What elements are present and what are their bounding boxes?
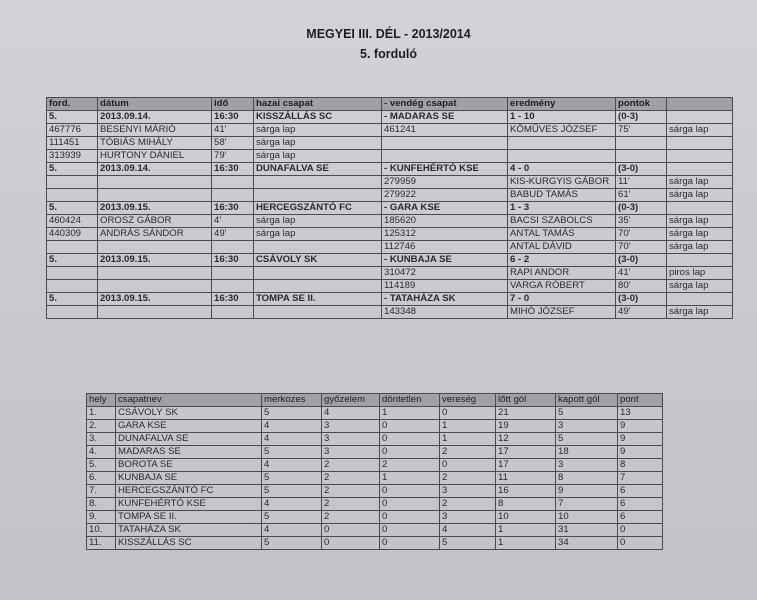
standings-cell: 0 <box>380 524 440 537</box>
results-cell: 279922 <box>382 189 508 202</box>
results-cell: - GARA KSE <box>382 202 508 215</box>
standings-row <box>87 433 663 446</box>
results-cell: 5. <box>47 163 98 176</box>
results-cell: DUNAFALVA SE <box>254 163 382 176</box>
card-row <box>47 137 733 150</box>
results-cell <box>212 267 254 280</box>
standings-cell: 10 <box>556 511 618 524</box>
results-cell: 125312 <box>382 228 508 241</box>
results-cell: 58' <box>212 137 254 150</box>
results-cell: 1 - 10 <box>508 111 616 124</box>
standings-cell: 6 <box>618 485 663 498</box>
standings-cell: 0 <box>380 498 440 511</box>
results-cell: OROSZ GÁBOR <box>98 215 212 228</box>
standings-row <box>87 420 663 433</box>
results-cell <box>254 176 382 189</box>
results-cell: (3-0) <box>616 163 667 176</box>
match-row <box>47 111 733 124</box>
results-cell: 41' <box>212 124 254 137</box>
results-cell: sárga lap <box>667 215 733 228</box>
results-cell: 310472 <box>382 267 508 280</box>
standings-cell: 3 <box>322 446 380 459</box>
standings-cell: 4 <box>262 433 322 446</box>
standings-cell: 13 <box>618 407 663 420</box>
standings-cell: 0 <box>380 537 440 550</box>
card-row <box>47 176 733 189</box>
results-cell: VARGA RÓBERT <box>508 280 616 293</box>
results-cell <box>667 150 733 163</box>
results-header-cell: pontok <box>616 98 667 111</box>
results-cell <box>47 241 98 254</box>
standings-cell: 5 <box>556 407 618 420</box>
results-cell: (0-3) <box>616 202 667 215</box>
standings-cell: 4 <box>262 420 322 433</box>
standings-cell: 4 <box>262 498 322 511</box>
results-cell: 143348 <box>382 306 508 319</box>
results-cell <box>254 306 382 319</box>
results-cell: KISSZÁLLÁS SC <box>254 111 382 124</box>
results-cell: 80' <box>616 280 667 293</box>
results-cell <box>98 176 212 189</box>
standings-cell: 2 <box>322 498 380 511</box>
standings-cell: 4. <box>87 446 116 459</box>
standings-row <box>87 472 663 485</box>
standings-row <box>87 485 663 498</box>
standings-cell: TOMPA SE II. <box>116 511 262 524</box>
results-cell: sárga lap <box>254 150 382 163</box>
results-cell <box>616 137 667 150</box>
standings-header-cell: csapatnev <box>116 394 262 407</box>
page-subtitle: 5. forduló <box>360 47 417 61</box>
results-cell: ANDRÁS SÁNDOR <box>98 228 212 241</box>
standings-header-cell: kapott gól <box>556 394 618 407</box>
results-cell <box>254 241 382 254</box>
standings-cell: 5 <box>262 446 322 459</box>
results-header-cell: dátum <box>98 98 212 111</box>
standings-header-cell: hely <box>87 394 116 407</box>
standings-cell: 0 <box>380 485 440 498</box>
results-cell: 16:30 <box>212 254 254 267</box>
results-cell: 79' <box>212 150 254 163</box>
standings-cell: 0 <box>380 446 440 459</box>
results-cell: CSÁVOLY SK <box>254 254 382 267</box>
standings-cell: 5 <box>556 433 618 446</box>
standings-cell: 4 <box>322 407 380 420</box>
card-row <box>47 215 733 228</box>
match-row <box>47 202 733 215</box>
standings-row <box>87 446 663 459</box>
standings-cell: 5 <box>262 472 322 485</box>
results-cell: ANTAL TAMÁS <box>508 228 616 241</box>
standings-cell: 1 <box>380 407 440 420</box>
standings-cell: 16 <box>496 485 556 498</box>
standings-row <box>87 407 663 420</box>
standings-cell: 8. <box>87 498 116 511</box>
results-cell: 5. <box>47 111 98 124</box>
standings-cell: 0 <box>380 511 440 524</box>
results-cell <box>47 267 98 280</box>
standings-cell: 2. <box>87 420 116 433</box>
standings-cell: 6 <box>618 511 663 524</box>
results-cell <box>254 189 382 202</box>
standings-cell: 0 <box>380 420 440 433</box>
results-cell: 11' <box>616 176 667 189</box>
results-cell: sárga lap <box>254 228 382 241</box>
standings-header-cell: merkozes <box>262 394 322 407</box>
standings-cell: 9 <box>556 485 618 498</box>
standings-cell: 6 <box>618 498 663 511</box>
results-cell: 2013.09.15. <box>98 293 212 306</box>
results-cell: 5. <box>47 293 98 306</box>
results-cell: 49' <box>212 228 254 241</box>
results-cell: TÓBIÁS MIHÁLY <box>98 137 212 150</box>
standings-cell: 8 <box>496 498 556 511</box>
standings-cell: 12 <box>496 433 556 446</box>
results-cell: 4 - 0 <box>508 163 616 176</box>
standings-cell: 10 <box>496 511 556 524</box>
results-cell <box>382 150 508 163</box>
standings-cell: 2 <box>380 459 440 472</box>
results-cell <box>47 280 98 293</box>
results-cell <box>508 150 616 163</box>
standings-cell: 3 <box>322 433 380 446</box>
standings-cell: KUNBAJA SE <box>116 472 262 485</box>
results-cell: RAPI ANDOR <box>508 267 616 280</box>
results-cell: 111451 <box>47 137 98 150</box>
standings-cell: GARA KSE <box>116 420 262 433</box>
standings-cell: 3. <box>87 433 116 446</box>
results-cell <box>667 254 733 267</box>
standings-cell: 0 <box>322 537 380 550</box>
standings-cell: TATAHÁZA SK <box>116 524 262 537</box>
results-cell <box>212 306 254 319</box>
card-row <box>47 150 733 163</box>
results-header-cell: ford. <box>47 98 98 111</box>
results-cell: 7 - 0 <box>508 293 616 306</box>
card-row <box>47 124 733 137</box>
standings-cell: 5 <box>262 407 322 420</box>
standings-row <box>87 459 663 472</box>
results-cell <box>667 163 733 176</box>
standings-cell: 7. <box>87 485 116 498</box>
standings-cell: 0 <box>618 537 663 550</box>
results-cell <box>98 267 212 280</box>
standings-cell: 2 <box>440 446 496 459</box>
results-cell: (3-0) <box>616 254 667 267</box>
standings-cell: 0 <box>380 433 440 446</box>
standings-cell: KUNFEHÉRTÓ KSE <box>116 498 262 511</box>
results-cell <box>47 176 98 189</box>
results-cell: (3-0) <box>616 293 667 306</box>
standings-cell: 6. <box>87 472 116 485</box>
results-cell: 70' <box>616 228 667 241</box>
standings-cell: KISSZÁLLÁS SC <box>116 537 262 550</box>
standings-cell: 3 <box>440 485 496 498</box>
results-cell <box>667 137 733 150</box>
standings-cell: 19 <box>496 420 556 433</box>
standings-cell: 21 <box>496 407 556 420</box>
standings-cell: 8 <box>556 472 618 485</box>
results-cell: - TATAHÁZA SK <box>382 293 508 306</box>
match-row <box>47 163 733 176</box>
match-row <box>47 254 733 267</box>
standings-header-cell: pont <box>618 394 663 407</box>
standings-cell: 2 <box>322 472 380 485</box>
standings-cell: 2 <box>440 472 496 485</box>
page-title: MEGYEI III. DÉL - 2013/2014 <box>306 27 471 41</box>
standings-header-cell: győzelem <box>322 394 380 407</box>
card-row <box>47 306 733 319</box>
card-row <box>47 267 733 280</box>
standings-cell: 2 <box>440 498 496 511</box>
results-cell: 41' <box>616 267 667 280</box>
standings-cell: BOROTA SE <box>116 459 262 472</box>
results-cell: 2013.09.15. <box>98 202 212 215</box>
standings-cell: 10. <box>87 524 116 537</box>
standings-cell: 18 <box>556 446 618 459</box>
standings-cell: 11. <box>87 537 116 550</box>
results-cell: sárga lap <box>254 124 382 137</box>
results-cell: 114189 <box>382 280 508 293</box>
standings-cell: 9. <box>87 511 116 524</box>
card-row <box>47 189 733 202</box>
results-cell: BABUD TAMÁS <box>508 189 616 202</box>
standings-cell: 9 <box>618 420 663 433</box>
results-cell <box>667 293 733 306</box>
results-cell: 461241 <box>382 124 508 137</box>
standings-cell: 3 <box>440 511 496 524</box>
results-cell: 440309 <box>47 228 98 241</box>
standings-cell: 2 <box>322 485 380 498</box>
standings-cell: 17 <box>496 459 556 472</box>
results-cell: - KUNFEHÉRTÓ KSE <box>382 163 508 176</box>
results-header-cell: hazai csapat <box>254 98 382 111</box>
standings-cell: 7 <box>618 472 663 485</box>
results-cell: 61' <box>616 189 667 202</box>
results-cell <box>212 241 254 254</box>
standings-cell: 1 <box>496 524 556 537</box>
results-cell <box>616 150 667 163</box>
results-cell: 1 - 3 <box>508 202 616 215</box>
results-cell: 2013.09.14. <box>98 111 212 124</box>
standings-cell: 2 <box>322 511 380 524</box>
results-cell <box>98 189 212 202</box>
results-cell: sárga lap <box>667 306 733 319</box>
standings-cell: 1. <box>87 407 116 420</box>
results-cell <box>212 280 254 293</box>
results-cell: 16:30 <box>212 293 254 306</box>
results-cell: - MADARAS SE <box>382 111 508 124</box>
standings-cell: 4 <box>262 459 322 472</box>
results-cell: TOMPA SE II. <box>254 293 382 306</box>
standings-cell: 5 <box>440 537 496 550</box>
results-cell <box>508 137 616 150</box>
results-cell <box>382 137 508 150</box>
standings-cell: 1 <box>440 433 496 446</box>
results-cell <box>47 306 98 319</box>
standings-cell: 5 <box>262 537 322 550</box>
card-row <box>47 280 733 293</box>
standings-row <box>87 537 663 550</box>
standings-cell: 9 <box>618 446 663 459</box>
standings-cell: 0 <box>440 459 496 472</box>
standings-cell: HERCEGSZÁNTÓ FC <box>116 485 262 498</box>
results-cell: 460424 <box>47 215 98 228</box>
results-cell <box>212 176 254 189</box>
standings-cell: 31 <box>556 524 618 537</box>
standings-row <box>87 511 663 524</box>
results-header-cell: idő <box>212 98 254 111</box>
results-cell: 70' <box>616 241 667 254</box>
results-header-cell: eredmény <box>508 98 616 111</box>
results-cell <box>98 280 212 293</box>
results-cell: 16:30 <box>212 163 254 176</box>
results-cell: 4' <box>212 215 254 228</box>
standings-cell: CSÁVOLY SK <box>116 407 262 420</box>
standings-cell: 7 <box>556 498 618 511</box>
results-cell: 16:30 <box>212 202 254 215</box>
results-cell: KIS-KURGYIS GÁBOR <box>508 176 616 189</box>
results-cell: 75' <box>616 124 667 137</box>
results-cell: sárga lap <box>667 124 733 137</box>
standings-cell: 1 <box>496 537 556 550</box>
results-cell: sárga lap <box>254 215 382 228</box>
results-cell: 313939 <box>47 150 98 163</box>
results-cell: 279959 <box>382 176 508 189</box>
standings-cell: 3 <box>556 420 618 433</box>
results-cell <box>47 189 98 202</box>
standings-header-cell: vereség <box>440 394 496 407</box>
standings-cell: 5 <box>262 485 322 498</box>
match-row <box>47 293 733 306</box>
standings-cell: 3 <box>322 420 380 433</box>
results-cell <box>254 267 382 280</box>
results-cell: piros lap <box>667 267 733 280</box>
results-header-cell: - vendég csapat <box>382 98 508 111</box>
results-table <box>46 97 733 319</box>
standings-cell: 17 <box>496 446 556 459</box>
standings-cell: 11 <box>496 472 556 485</box>
results-cell: sárga lap <box>667 280 733 293</box>
results-cell: 2013.09.15. <box>98 254 212 267</box>
results-cell: - KUNBAJA SE <box>382 254 508 267</box>
standings-cell: 34 <box>556 537 618 550</box>
standings-cell: 4 <box>262 524 322 537</box>
results-header-row <box>47 98 733 111</box>
results-cell: 49' <box>616 306 667 319</box>
results-cell: HERCEGSZÁNTÓ FC <box>254 202 382 215</box>
card-row <box>47 241 733 254</box>
results-cell: BESENYI MÁRIÓ <box>98 124 212 137</box>
results-cell: sárga lap <box>667 189 733 202</box>
results-cell <box>98 241 212 254</box>
results-cell: sárga lap <box>254 137 382 150</box>
results-cell <box>667 111 733 124</box>
standings-cell: 9 <box>618 433 663 446</box>
standings-row <box>87 524 663 537</box>
results-cell: BACSI SZABOLCS <box>508 215 616 228</box>
results-cell: ANTAL DÁVID <box>508 241 616 254</box>
results-header-cell <box>667 98 733 111</box>
results-cell <box>98 306 212 319</box>
standings-cell: 4 <box>440 524 496 537</box>
results-cell: 35' <box>616 215 667 228</box>
results-cell <box>212 189 254 202</box>
standings-cell: 2 <box>322 459 380 472</box>
standings-cell: 0 <box>618 524 663 537</box>
standings-cell: 5 <box>262 511 322 524</box>
standings-cell: 0 <box>440 407 496 420</box>
results-cell <box>667 202 733 215</box>
results-cell: KŐMŰVES JÓZSEF <box>508 124 616 137</box>
standings-cell: 0 <box>322 524 380 537</box>
results-cell: 5. <box>47 254 98 267</box>
standings-cell: 3 <box>556 459 618 472</box>
results-cell: 5. <box>47 202 98 215</box>
standings-cell: 5. <box>87 459 116 472</box>
results-cell: sárga lap <box>667 241 733 254</box>
standings-cell: MADARAS SE <box>116 446 262 459</box>
card-row <box>47 228 733 241</box>
results-cell <box>254 280 382 293</box>
results-cell: sárga lap <box>667 228 733 241</box>
results-cell: 185620 <box>382 215 508 228</box>
results-cell: 2013.09.14. <box>98 163 212 176</box>
results-cell: HURTONY DÁNIEL <box>98 150 212 163</box>
standings-cell: 1 <box>380 472 440 485</box>
results-cell: 16:30 <box>212 111 254 124</box>
standings-header-cell: döntetlen <box>380 394 440 407</box>
standings-cell: 8 <box>618 459 663 472</box>
standings-header-cell: lőtt gól <box>496 394 556 407</box>
results-cell: 112746 <box>382 241 508 254</box>
standings-header-row <box>87 394 663 407</box>
standings-row <box>87 498 663 511</box>
standings-cell: 1 <box>440 420 496 433</box>
results-cell: sárga lap <box>667 176 733 189</box>
results-cell: 467776 <box>47 124 98 137</box>
standings-table <box>86 393 663 550</box>
results-cell: 6 - 2 <box>508 254 616 267</box>
results-cell: (0-3) <box>616 111 667 124</box>
standings-cell: DUNAFALVA SE <box>116 433 262 446</box>
results-cell: MIHÓ JÓZSEF <box>508 306 616 319</box>
